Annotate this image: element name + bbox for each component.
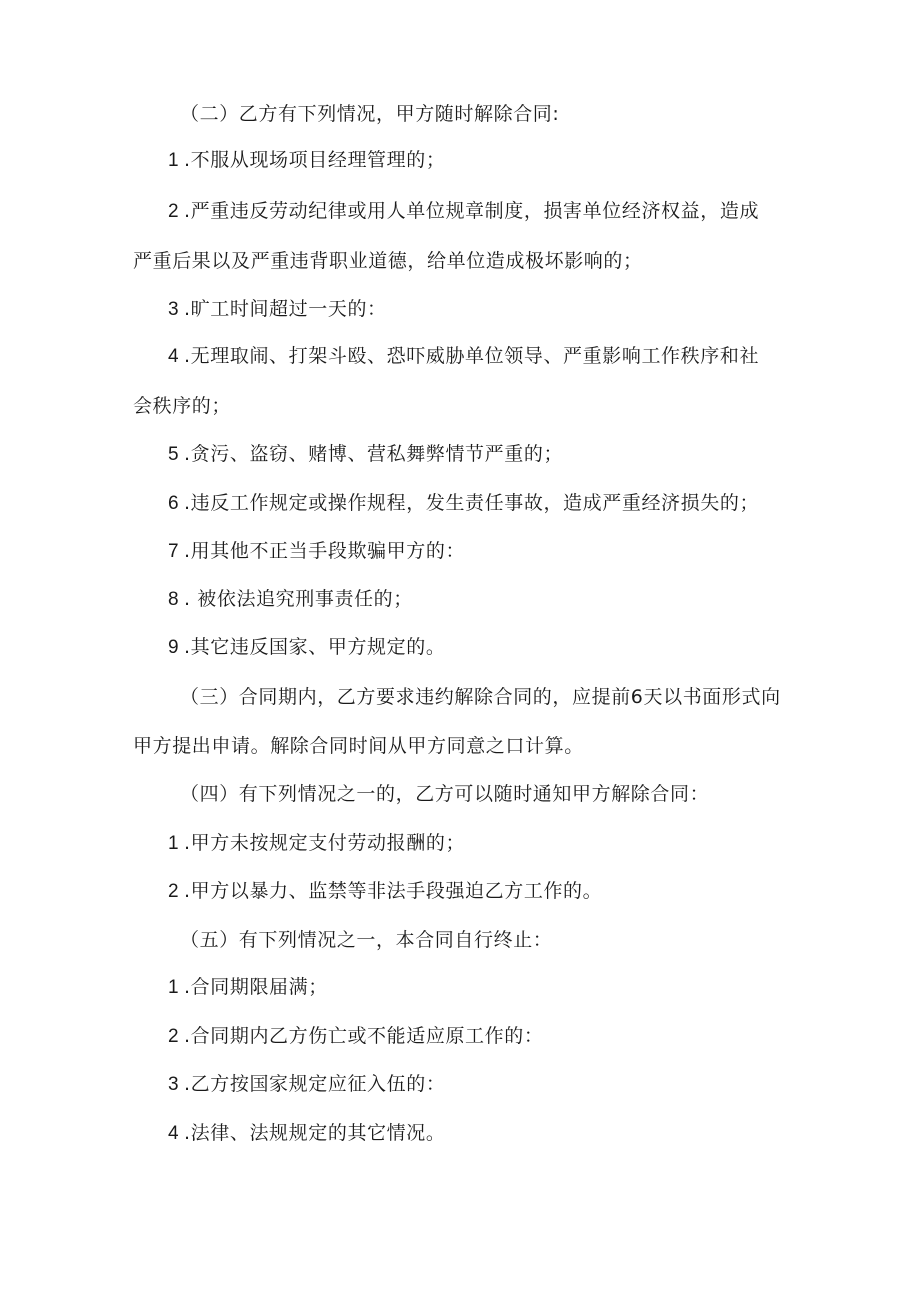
section-2-item-9: 9 .其它违反国家、甲方规定的。	[168, 636, 446, 658]
section-2-item-4: 4 .无理取闹、打架斗殴、恐吓威胁单位领导、严重影响工作秩序和社	[168, 345, 760, 367]
section-5-item-2: 2 .合同期内乙方伤亡或不能适应原工作的：	[168, 1025, 544, 1047]
section-3-heading: （三）合同期内，乙方要求违约解除合同的，应提前6天以书面形式向	[180, 686, 781, 708]
section-3-cont: 甲方提出申请。解除合同时间从甲方同意之口计算。	[133, 735, 584, 757]
section-5-heading: （五）有下列情况之一，本合同自行终止：	[180, 929, 553, 951]
section-4-item-2: 2 .甲方以暴力、监禁等非法手段强迫乙方工作的。	[168, 880, 603, 902]
section-2-item-2: 2 .严重违反劳动纪律或用人单位规章制度，损害单位经济权益，造成	[168, 200, 760, 222]
section-2-item-5: 5 .贪污、盗窃、赌博、营私舞弊情节严重的；	[168, 443, 564, 465]
section-2-item-4-cont: 会秩序的；	[133, 395, 232, 417]
section-5-item-3: 3 .乙方按国家规定应征入伍的：	[168, 1073, 446, 1095]
section-2-item-8: 8 . 被依法追究刑事责任的；	[168, 588, 413, 610]
section-2-item-1: 1 .不服从现场项目经理管理的；	[168, 149, 446, 171]
section-4-item-1: 1 .甲方未按规定支付劳动报酬的；	[168, 832, 466, 854]
section-4-heading: （四）有下列情况之一的，乙方可以随时通知甲方解除合同：	[180, 783, 710, 805]
section-2-heading: （二）乙方有下列情况，甲方随时解除合同:	[180, 103, 560, 125]
section-2-item-3: 3 .旷工时间超过一天的：	[168, 298, 387, 320]
section-2-item-2-cont: 严重后果以及严重违背职业道德，给单位造成极坏影响的；	[133, 250, 643, 272]
section-5-item-4: 4 .法律、法规规定的其它情况。	[168, 1122, 446, 1144]
section-2-item-7: 7 .用其他不正当手段欺骗甲方的：	[168, 540, 466, 562]
section-5-item-1: 1 .合同期限届满；	[168, 976, 328, 998]
section-2-item-6: 6 .违反工作规定或操作规程，发生责任事故，造成严重经济损失的；	[168, 492, 760, 514]
